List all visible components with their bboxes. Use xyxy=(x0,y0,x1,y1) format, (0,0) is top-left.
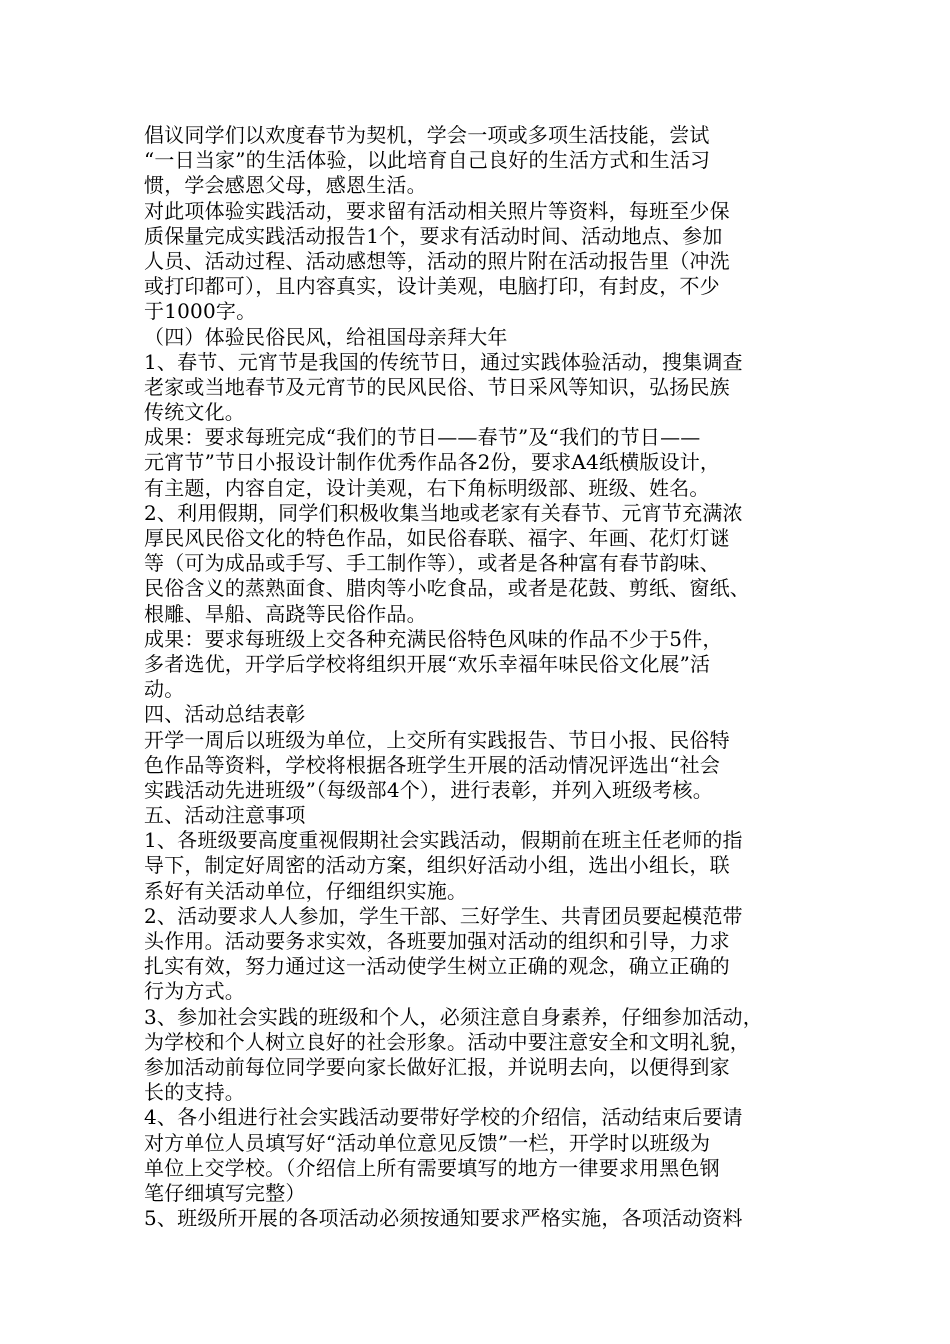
section-heading: （四）体验民俗民风，给祖国母亲拜大年 xyxy=(144,324,508,349)
text-line: 或打印都可），且内容真实，设计美观，电脑打印，有封皮，不少 xyxy=(144,274,720,299)
text-line: 2、活动要求人人参加，学生干部、三好学生、共青团员要起模范带 xyxy=(144,903,743,928)
text-line: 导下，制定好周密的活动方案，组织好活动小组，选出小组长，联 xyxy=(144,853,730,878)
text-line: 成果：要求每班完成“我们的节日——春节”及“我们的节日—— xyxy=(144,425,701,450)
section-heading: 四、活动总结表彰 xyxy=(144,702,306,727)
text-line: 1、各班级要高度重视假期社会实践活动，假期前在班主任老师的指 xyxy=(144,828,743,853)
text-line: 人员、活动过程、活动感想等，活动的照片附在活动报告里（冲洗 xyxy=(144,248,730,273)
section-heading: 五、活动注意事项 xyxy=(144,803,306,828)
text-line: 参加活动前每位同学要向家长做好汇报，并说明去向，以便得到家 xyxy=(144,1054,730,1079)
text-line: 传统文化。 xyxy=(144,400,245,425)
text-line: 开学一周后以班级为单位，上交所有实践报告、节日小报、民俗特 xyxy=(144,727,730,752)
text-line: 系好有关活动单位，仔细组织实施。 xyxy=(144,878,468,903)
text-line: 单位上交学校。（介绍信上所有需要填写的地方一律要求用黑色钢 xyxy=(144,1155,720,1180)
text-line: 笔仔细填写完整） xyxy=(144,1180,306,1205)
text-line: 等（可为成品或手写、手工制作等），或者是各种富有春节韵味、 xyxy=(144,551,720,576)
text-line: 倡议同学们以欢度春节为契机，学会一项或多项生活技能，尝试 xyxy=(144,123,710,147)
text-line: 于1000字。 xyxy=(144,299,257,324)
text-line: 有主题，内容自定，设计美观，右下角标明级部、班级、姓名。 xyxy=(144,475,710,500)
text-line: 多者选优，开学后学校将组织开展“欢乐幸福年味民俗文化展”活 xyxy=(144,651,711,676)
text-line: 5、班级所开展的各项活动必须按通知要求严格实施，各项活动资料 xyxy=(144,1206,743,1231)
text-line: 对方单位人员填写好“活动单位意见反馈”一栏，开学时以班级为 xyxy=(144,1130,711,1155)
document-body xyxy=(144,123,814,1231)
text-line: 惯，学会感恩父母，感恩生活。 xyxy=(144,173,427,198)
text-line: 质保量完成实践活动报告1个，要求有活动时间、活动地点、参加 xyxy=(144,223,723,248)
text-line: 3、参加社会实践的班级和个人，必须注意自身素养，仔细参加活动， xyxy=(144,1004,763,1029)
text-line: 民俗含义的蒸熟面食、腊肉等小吃食品，或者是花鼓、剪纸、窗纸、 xyxy=(144,576,750,601)
text-line: 厚民风民俗文化的特色作品，如民俗春联、福字、年画、花灯灯谜 xyxy=(144,526,730,550)
text-line: 2、利用假期，同学们积极收集当地或老家有关春节、元宵节充满浓 xyxy=(144,500,743,525)
text-line: 4、各小组进行社会实践活动要带好学校的介绍信，活动结束后要请 xyxy=(144,1105,743,1130)
text-line: 老家或当地春节及元宵节的民风民俗、节日采风等知识，弘扬民族 xyxy=(144,374,730,399)
text-line: 根雕、旱船、高跷等民俗作品。 xyxy=(144,601,427,626)
text-line: 1、春节、元宵节是我国的传统节日，通过实践体验活动，搜集调查 xyxy=(144,349,743,374)
text-line: 为学校和个人树立良好的社会形象。活动中要注意安全和文明礼貌， xyxy=(144,1029,750,1054)
text-line: 头作用。活动要务求实效，各班要加强对活动的组织和引导，力求 xyxy=(144,929,730,953)
text-line: 行为方式。 xyxy=(144,979,245,1004)
text-line: “一日当家”的生活体验，以此培育自己良好的生活方式和生活习 xyxy=(144,148,711,173)
text-line: 动。 xyxy=(144,677,185,702)
text-line: 元宵节”节日小报设计制作优秀作品各2份，要求A4纸横版设计， xyxy=(144,450,721,475)
text-line: 实践活动先进班级”（每级部4个），进行表彰，并列入班级考核。 xyxy=(144,777,713,802)
text-line: 对此项体验实践活动，要求留有活动相关照片等资料，每班至少保 xyxy=(144,198,730,223)
text-line: 长的支持。 xyxy=(144,1080,245,1105)
text-line: 成果：要求每班级上交各种充满民俗特色风味的作品不少于5件， xyxy=(144,626,723,651)
text-line: 扎实有效，努力通过这一活动使学生树立正确的观念，确立正确的 xyxy=(144,954,730,979)
text-line: 色作品等资料，学校将根据各班学生开展的活动情况评选出“社会 xyxy=(144,752,721,777)
